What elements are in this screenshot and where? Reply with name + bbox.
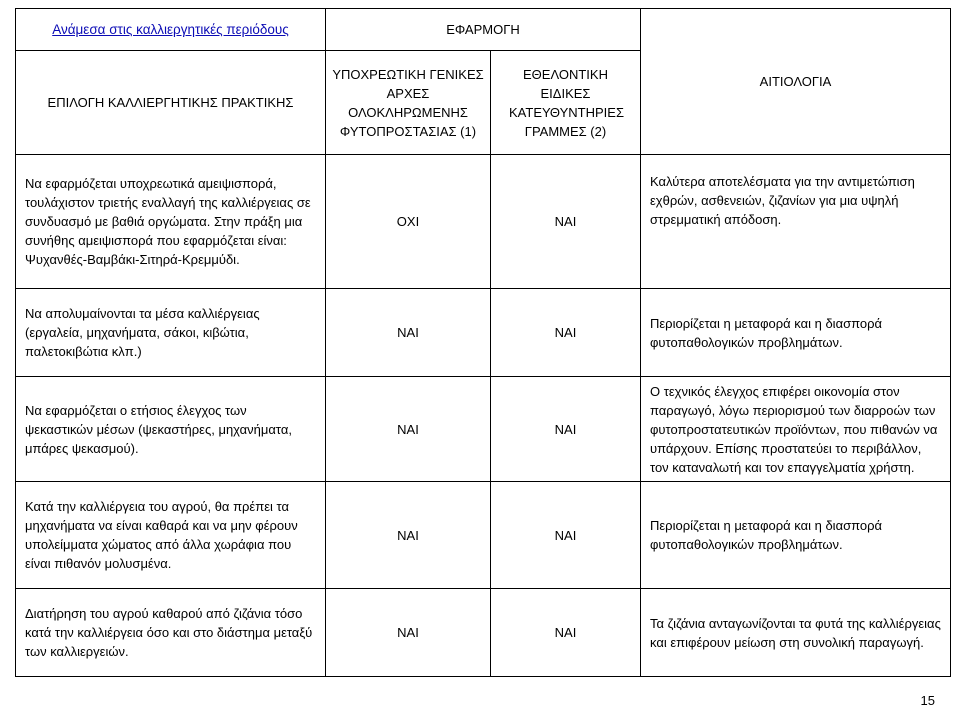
practices-table [15,8,951,677]
rationale-cell: Τα ζιζάνια ανταγωνίζονται τα φυτά της καλλιέργειας και επιφέρουν μείωση στη συνολική παραγωγή. [641,589,951,677]
table-row [16,482,951,589]
mandatory-cell: ΝΑΙ [326,482,491,589]
table-row [16,589,951,677]
title-cell [16,9,326,51]
voluntary-cell: ΝΑΙ [491,482,641,589]
voluntary-cell: ΝΑΙ [491,155,641,289]
rationale-cell: Περιορίζεται η μεταφορά και η διασπορά φυτοπαθολογικών προβλημάτων. [641,289,951,377]
practice-cell: Διατήρηση του αγρού καθαρού από ζιζάνια τόσο κατά την καλλιέργεια όσο και στο διάστημα μεταξύ των καλλιεργειών. [16,589,326,677]
practice-cell: Να απολυμαίνονται τα μέσα καλλιέργειας (εργαλεία, μηχανήματα, σάκοι, κιβώτια, παλετοκιβώτια κλπ.) [16,289,326,377]
voluntary-header: ΕΘΕΛΟΝΤΙΚΗ ΕΙΔΙΚΕΣ ΚΑΤΕΥΘΥΝΤΗΡΙΕΣ ΓΡΑΜΜΕΣ (2) [491,51,641,155]
practice-cell: Να εφαρμόζεται υποχρεωτικά αμειψισπορά, τουλάχιστον τριετής εναλλαγή της καλλιέργειας σε συνδυασμό με βαθιά οργώματα. Στην πράξη μια συνήθης αμειψισπορά που εφαρμόζεται είναι: Ψυχανθές-Βαμβάκι-Σιτηρά-Κρεμμύδι. [16,155,326,289]
mandatory-cell: ΟΧΙ [326,155,491,289]
rationale-cell: Ο τεχνικός έλεγχος επιφέρει οικονομία στον παραγωγό, λόγω περιορισμού των διαρροών των φυτοπροστατευτικών προϊόντων, που πιθανών να υπάρχουν. Επίσης προστατεύει το περιβάλλον, τον καταναλωτή και τον επαγγελματία χρήστη. [641,377,951,482]
voluntary-cell: ΝΑΙ [491,589,641,677]
mandatory-header: ΥΠΟΧΡΕΩΤΙΚΗ ΓΕΝΙΚΕΣ ΑΡΧΕΣ ΟΛΟΚΛΗΡΩΜΕΝΗΣ ΦΥΤΟΠΡΟΣΤΑΣΙΑΣ (1) [326,51,491,155]
mandatory-cell: ΝΑΙ [326,377,491,482]
page-number: 15 [920,693,935,708]
rationale-header: ΑΙΤΙΟΛΟΓΙΑ [641,9,951,155]
title-link[interactable]: Ανάμεσα στις καλλιεργητικές περιόδους [52,22,289,37]
rationale-cell: Περιορίζεται η μεταφορά και η διασπορά φυτοπαθολογικών προβλημάτων. [641,482,951,589]
practice-cell: Κατά την καλλιέργεια του αγρού, θα πρέπει τα μηχανήματα να είναι καθαρά και να μην φέρουν υπολείμματα χώματος από άλλα χωράφια που είναι πιθανόν μολυσμένα. [16,482,326,589]
voluntary-cell: ΝΑΙ [491,289,641,377]
table-row [16,155,951,289]
table-row [16,289,951,377]
mandatory-cell: ΝΑΙ [326,289,491,377]
practice-cell: Να εφαρμόζεται ο ετήσιος έλεγχος των ψεκαστικών μέσων (ψεκαστήρες, μηχανήματα, μπάρες ψεκασμού). [16,377,326,482]
mandatory-cell: ΝΑΙ [326,589,491,677]
header-row-top [16,9,951,51]
rationale-cell: Καλύτερα αποτελέσματα για την αντιμετώπιση εχθρών, ασθενειών, ζιζανίων για μια υψηλή στρεμματική απόδοση. [641,155,951,289]
table-row [16,377,951,482]
voluntary-cell: ΝΑΙ [491,377,641,482]
application-header: ΕΦΑΡΜΟΓΗ [326,9,641,51]
practice-choice-header: ΕΠΙΛΟΓΗ ΚΑΛΛΙΕΡΓΗΤΙΚΗΣ ΠΡΑΚΤΙΚΗΣ [16,51,326,155]
